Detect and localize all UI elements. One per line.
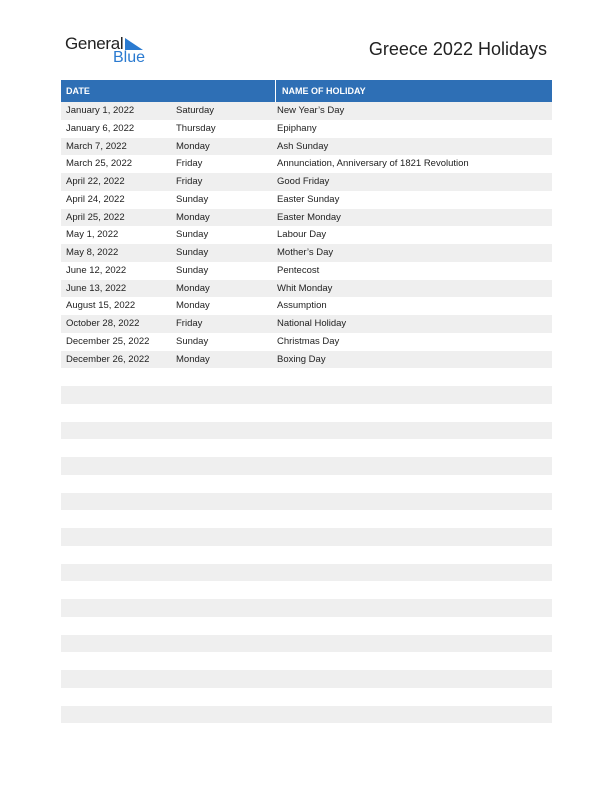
header-date: DATE	[61, 80, 276, 102]
empty-row	[61, 475, 552, 493]
holiday-table	[61, 80, 552, 723]
holiday-name-cell: Whit Monday	[277, 282, 333, 294]
holiday-name-cell: Boxing Day	[277, 353, 326, 365]
date-cell: May 8, 2022	[66, 247, 119, 258]
day-cell: Friday	[176, 176, 203, 187]
table-empty-rows	[61, 368, 552, 723]
table-row	[61, 226, 552, 244]
holiday-name-cell: Epiphany	[277, 122, 317, 134]
date-cell: April 22, 2022	[66, 176, 125, 187]
day-cell: Monday	[176, 353, 210, 365]
day-cell: Sunday	[176, 229, 209, 241]
holiday-name-cell: Easter Sunday	[277, 193, 340, 205]
day-cell: Sunday	[176, 335, 209, 347]
date-cell: August 15, 2022	[66, 300, 136, 312]
date-cell: January 6, 2022	[66, 122, 135, 134]
holiday-name-cell: National Holiday	[277, 318, 347, 329]
table-row	[61, 244, 552, 262]
table-row	[61, 297, 552, 315]
table-header	[61, 80, 552, 102]
date-cell: December 26, 2022	[66, 353, 150, 365]
empty-row	[61, 599, 552, 617]
holiday-name-cell: Annunciation, Anniversary of 1821 Revolution	[277, 158, 469, 170]
holiday-name-cell: Assumption	[277, 300, 327, 312]
empty-row	[61, 635, 552, 653]
empty-row	[61, 510, 552, 528]
page-title: Greece 2022 Holidays	[368, 39, 547, 59]
date-cell: March 25, 2022	[66, 158, 133, 170]
day-cell: Monday	[176, 300, 210, 312]
logo	[65, 34, 155, 68]
day-cell: Thursday	[176, 122, 216, 134]
table-row	[61, 262, 552, 280]
logo-blue-text: Blue	[113, 49, 146, 66]
holiday-name-cell: Pentecost	[277, 264, 320, 276]
day-cell: Monday	[176, 140, 210, 152]
table-row	[61, 120, 552, 138]
holiday-name-cell: Easter Monday	[277, 211, 341, 223]
date-cell: April 25, 2022	[66, 211, 125, 223]
empty-row	[61, 368, 552, 386]
table-row	[61, 173, 552, 191]
date-cell: December 25, 2022	[66, 335, 150, 347]
date-cell: October 28, 2022	[66, 318, 140, 329]
logo-general-text: General	[65, 34, 124, 53]
day-cell: Sunday	[176, 193, 209, 205]
header-holiday-name: NAME OF HOLIDAY	[282, 86, 366, 96]
empty-row	[61, 528, 552, 546]
day-cell: Friday	[176, 158, 203, 170]
day-cell: Sunday	[176, 247, 209, 258]
table-row	[61, 315, 552, 333]
table-row	[61, 138, 552, 156]
date-cell: May 1, 2022	[66, 229, 119, 241]
empty-row	[61, 581, 552, 599]
holiday-name-cell: Christmas Day	[277, 335, 340, 347]
empty-row	[61, 439, 552, 457]
holiday-name-cell: Ash Sunday	[277, 140, 329, 152]
empty-row	[61, 670, 552, 688]
empty-row	[61, 404, 552, 422]
day-cell: Saturday	[176, 105, 215, 116]
table-row	[61, 209, 552, 227]
table-row	[61, 155, 552, 173]
empty-row	[61, 386, 552, 404]
holiday-name-cell: New Year’s Day	[277, 105, 345, 116]
table-row	[61, 333, 552, 351]
table-body	[61, 102, 552, 368]
day-cell: Friday	[176, 318, 203, 329]
holiday-name-cell: Mother’s Day	[277, 247, 334, 258]
empty-row	[61, 422, 552, 440]
date-cell: June 12, 2022	[66, 264, 127, 276]
empty-row	[61, 706, 552, 724]
table-row	[61, 280, 552, 298]
holiday-name-cell: Good Friday	[277, 176, 330, 187]
date-cell: March 7, 2022	[66, 140, 127, 152]
table-row	[61, 191, 552, 209]
day-cell: Sunday	[176, 264, 209, 276]
table-row	[61, 351, 552, 369]
empty-row	[61, 652, 552, 670]
empty-row	[61, 617, 552, 635]
empty-row	[61, 457, 552, 475]
day-cell: Monday	[176, 282, 210, 294]
empty-row	[61, 493, 552, 511]
holiday-name-cell: Labour Day	[277, 229, 327, 241]
table-row	[61, 102, 552, 120]
empty-row	[61, 546, 552, 564]
empty-row	[61, 564, 552, 582]
date-cell: January 1, 2022	[66, 105, 135, 116]
empty-row	[61, 688, 552, 706]
date-cell: June 13, 2022	[66, 282, 127, 294]
day-cell: Monday	[176, 211, 210, 223]
date-cell: April 24, 2022	[66, 193, 125, 205]
